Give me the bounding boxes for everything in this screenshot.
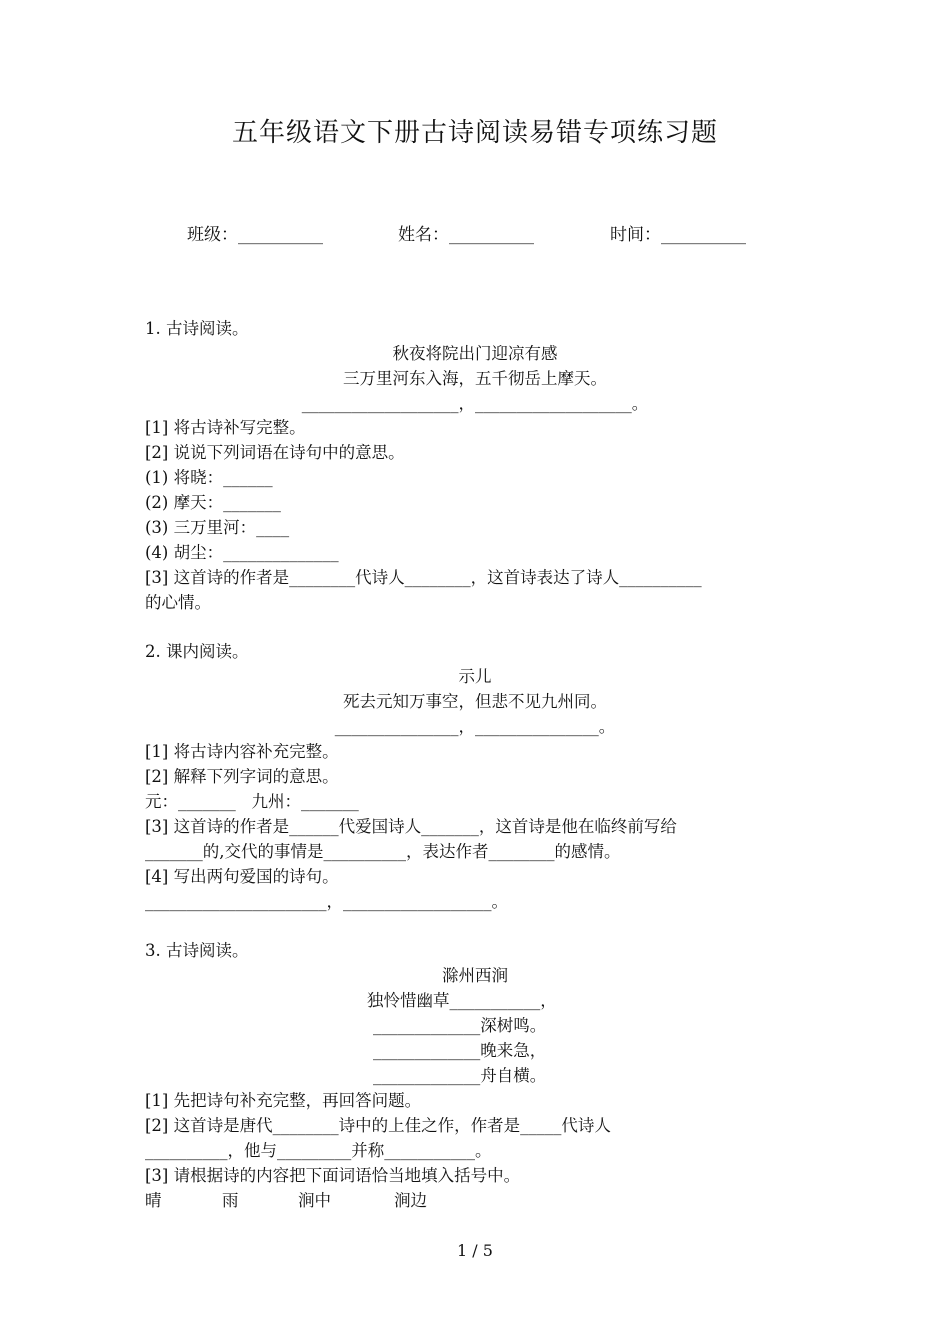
time-field: 时间：__________ <box>610 225 746 245</box>
q2-heading: 2. 课内阅读。 <box>145 642 249 661</box>
q3-poem-line2: _____________深树鸣。 <box>373 1016 547 1035</box>
q1-item3: (3) 三万里河：____ <box>145 518 290 537</box>
q1-poem-line1: 三万里河东入海，五千彻岳上摩天。 <box>343 369 607 388</box>
q2-answer-blank: ______________________，__________________。 <box>145 892 508 911</box>
q3-word-3: 涧中 <box>298 1191 331 1210</box>
q1-poem-line2: ___________________，___________________。 <box>301 394 649 413</box>
q1-sub3: [3] 这首诗的作者是________代诗人________，这首诗表达了诗人__________ <box>145 568 702 587</box>
q2-poem-line1: 死去元知万事空，但悲不见九州同。 <box>343 692 607 711</box>
q1-item2: (2) 摩天：_______ <box>145 493 281 512</box>
q3-sub3: [3] 请根据诗的内容把下面词语恰当地填入括号中。 <box>145 1166 521 1185</box>
q3-sub1: [1] 先把诗句补充完整，再回答问题。 <box>145 1091 422 1110</box>
q1-sub3-cont: 的心情。 <box>145 593 211 612</box>
q1-heading: 1. 古诗阅读。 <box>145 319 249 338</box>
page-number: 1 / 5 <box>457 1241 493 1260</box>
class-field: 班级：__________ <box>187 225 323 245</box>
q3-word-1: 晴 <box>145 1191 162 1210</box>
q2-poem-line2: _______________，_______________。 <box>334 717 616 736</box>
name-field: 姓名：__________ <box>398 225 534 245</box>
q2-sub4: [4] 写出两句爱国的诗句。 <box>145 867 339 886</box>
q3-sub2: [2] 这首诗是唐代________诗中的上佳之作，作者是_____代诗人 <box>145 1116 611 1135</box>
q2-sub3: [3] 这首诗的作者是______代爱国诗人_______，这首诗是他在临终前写给 <box>145 817 677 836</box>
q3-poem-line4: _____________舟自横。 <box>373 1066 547 1085</box>
q1-sub2: [2] 说说下列词语在诗句中的意思。 <box>145 443 405 462</box>
q2-words: 元：_______ 九州：_______ <box>145 792 359 811</box>
q3-poem-line3: _____________晚来急， <box>373 1041 547 1060</box>
page-title: 五年级语文下册古诗阅读易错专项练习题 <box>231 118 718 148</box>
q1-poem-title: 秋夜将院出门迎凉有感 <box>392 344 558 363</box>
q3-word-4: 涧边 <box>394 1191 427 1210</box>
q3-sub2-cont: __________，他与_________并称___________。 <box>145 1141 492 1160</box>
q2-sub2: [2] 解释下列字词的意思。 <box>145 767 339 786</box>
q3-poem-line1: 独怜惜幽草___________， <box>367 991 557 1010</box>
q2-sub1: [1] 将古诗内容补充完整。 <box>145 742 339 761</box>
q2-sub3-cont: _______的,交代的事情是__________，表达作者________的感情。 <box>145 842 621 861</box>
q2-poem-title: 示儿 <box>458 667 492 686</box>
q1-item4: (4) 胡尘：______________ <box>145 543 339 562</box>
q1-item1: (1) 将晓：______ <box>145 468 273 487</box>
q3-word-2: 雨 <box>222 1191 239 1210</box>
q1-sub1: [1] 将古诗补写完整。 <box>145 418 306 437</box>
q3-poem-title: 滁州西涧 <box>442 966 508 985</box>
q3-heading: 3. 古诗阅读。 <box>145 941 249 960</box>
